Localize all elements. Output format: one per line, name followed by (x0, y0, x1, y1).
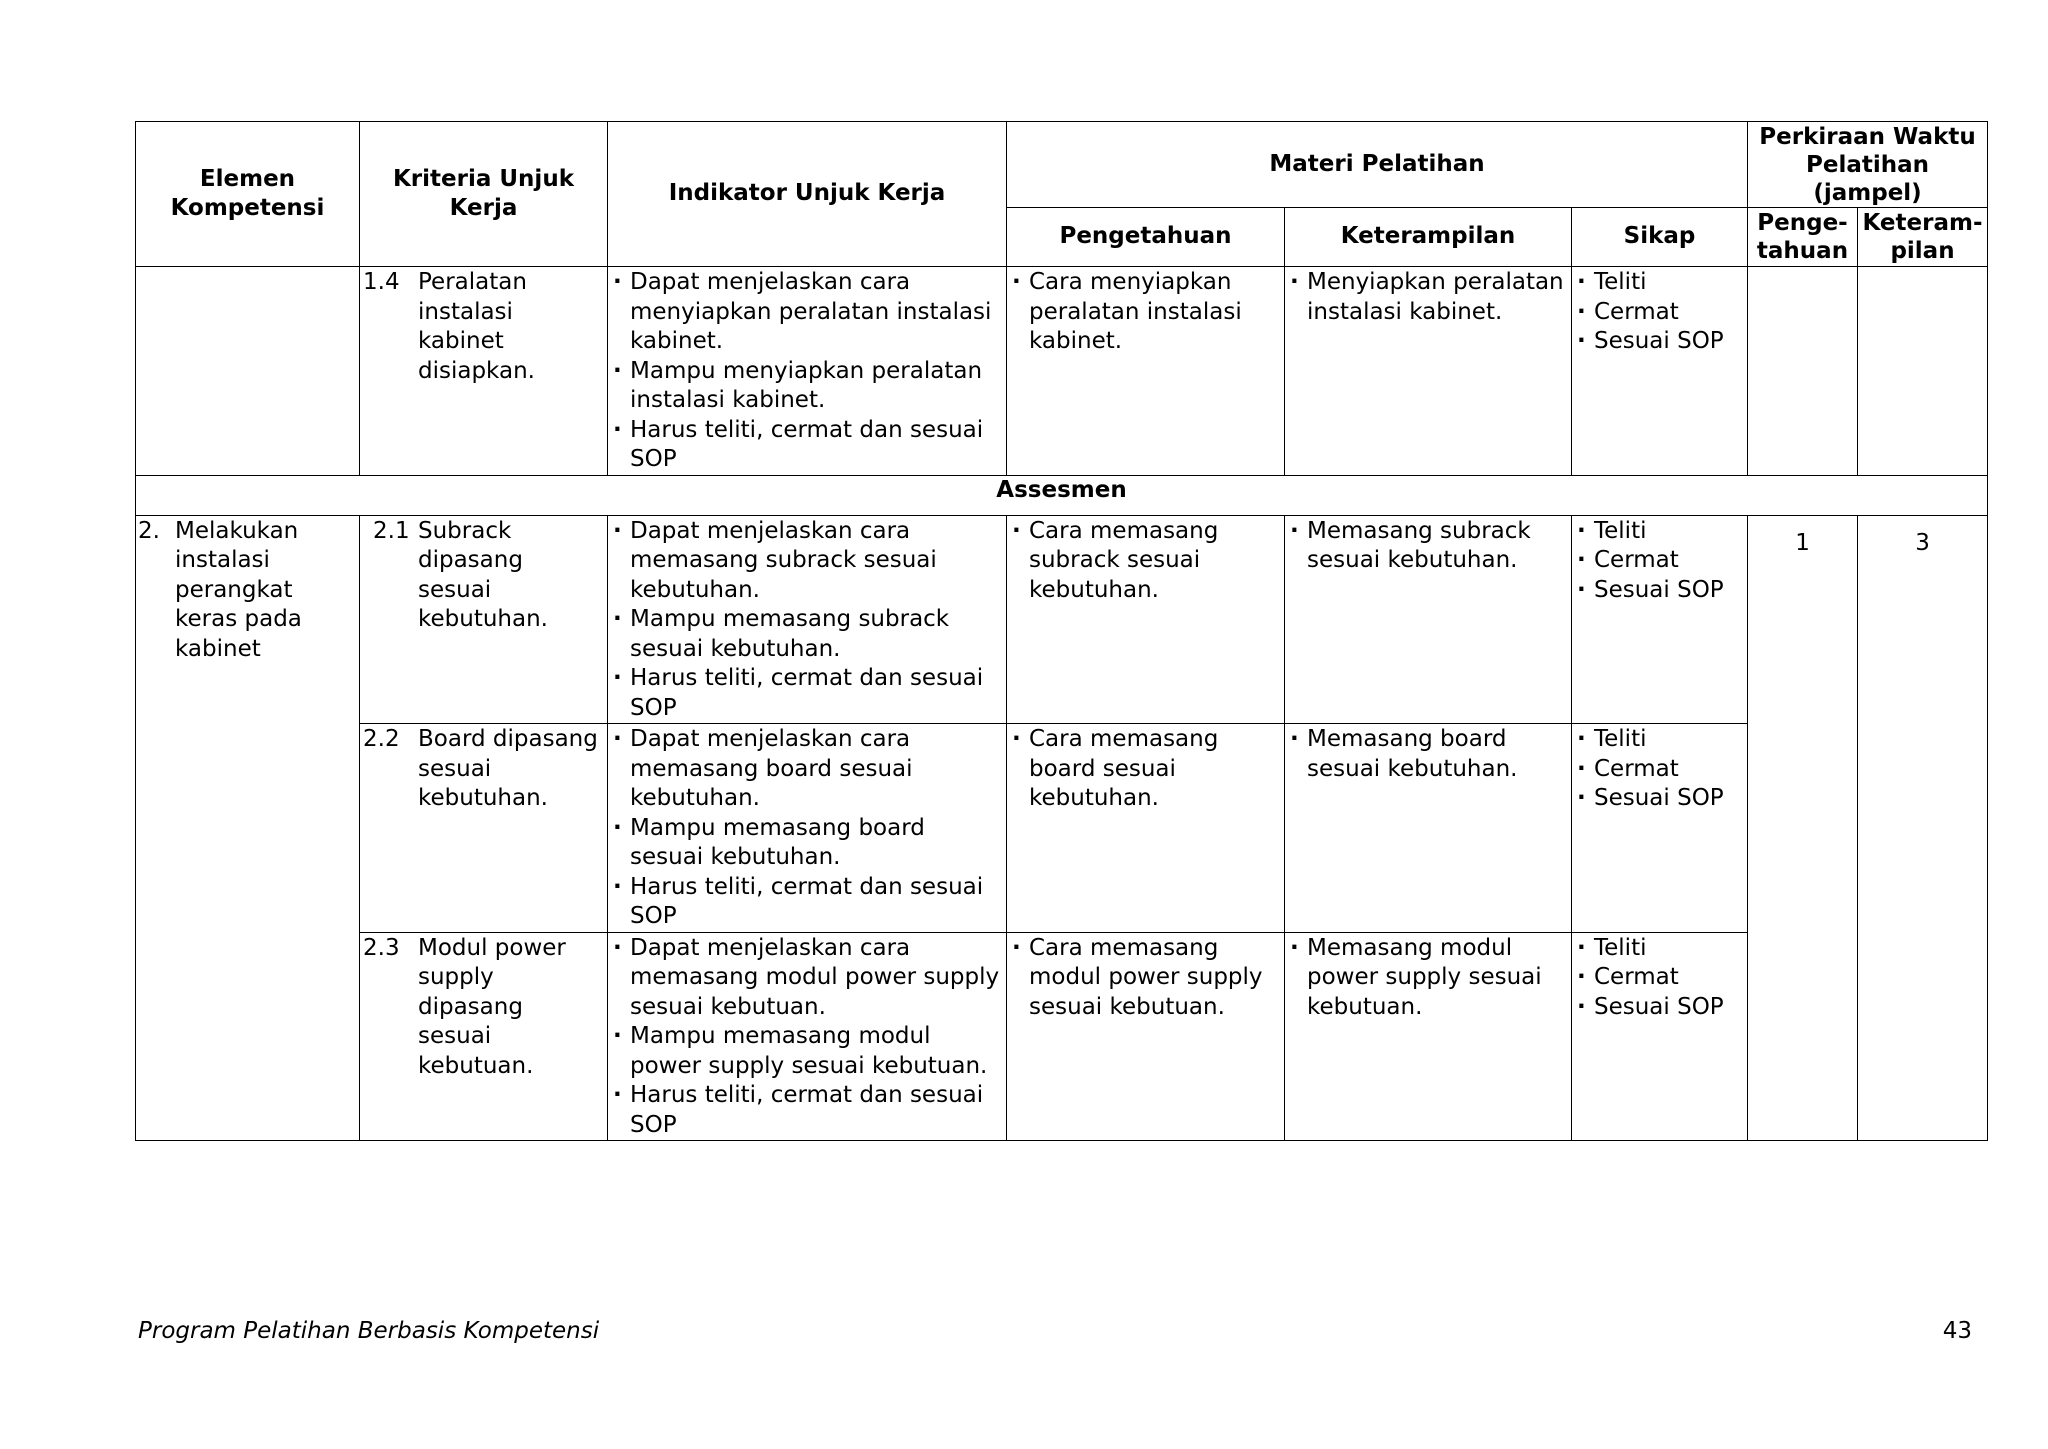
sikap-cell (1572, 267, 1748, 476)
kuk-text: Subrack dipasang sesuai kebutuhan. (418, 517, 548, 632)
list-item: · Memasang modul power supply sesuai kebutuan. (1290, 934, 1567, 1023)
pengetahuan-cell (1007, 267, 1285, 476)
list-item: · Dapat menjelaskan cara memasang subrack sesuai kebutuhan. (613, 517, 1002, 606)
jampel-keterampilan-value: 3 (1915, 529, 1930, 556)
pengetahuan-cell (1007, 515, 1285, 724)
list-item: · Dapat menjelaskan cara menyiapkan peralatan instalasi kabinet. (613, 268, 1002, 357)
jampel-keterampilan-cell (1858, 267, 1988, 476)
pengetahuan-cell (1007, 724, 1285, 933)
jampel-keterampilan-cell (1858, 515, 1988, 1141)
list-item: · Mampu memasang modul power supply sesuai kebutuan. (613, 1022, 1002, 1081)
kuk-cell (360, 724, 608, 933)
header-pengetahuan: Pengetahuan (1007, 208, 1285, 267)
keterampilan-cell (1285, 932, 1572, 1141)
list-item: · Mampu memasang board sesuai kebutuhan. (613, 814, 1002, 873)
list-item: · Teliti (1577, 517, 1743, 547)
jampel-pengetahuan-cell (1748, 267, 1858, 476)
competency-table (135, 121, 1988, 1141)
sikap-cell (1572, 932, 1748, 1141)
list-item: · Teliti (1577, 725, 1743, 755)
sikap-cell (1572, 515, 1748, 724)
list-item: · Memasang board sesuai kebutuhan. (1290, 725, 1567, 784)
page-number: 43 (1942, 1318, 1972, 1344)
list-item: · Cara memasang subrack sesuai kebutuhan. (1012, 517, 1280, 606)
pengetahuan-cell (1007, 932, 1285, 1141)
table-row (136, 267, 1988, 476)
kuk-number: 2.2 (363, 726, 400, 752)
indikator-cell (608, 724, 1007, 933)
list-item: · Sesuai SOP (1577, 576, 1743, 606)
indikator-cell (608, 932, 1007, 1141)
list-item: · Cara memasang board sesuai kebutuhan. (1012, 725, 1280, 814)
keterampilan-cell (1285, 515, 1572, 724)
list-item: · Cermat (1577, 755, 1743, 785)
header-waktu-pengetahuan: Penge-tahuan (1748, 208, 1858, 267)
keterampilan-cell (1285, 724, 1572, 933)
indikator-cell (608, 267, 1007, 476)
jampel-pengetahuan-cell (1748, 515, 1858, 1141)
header-waktu: Perkiraan Waktu Pelatihan (jampel) (1748, 122, 1988, 208)
list-item: · Cermat (1577, 546, 1743, 576)
list-item: · Dapat menjelaskan cara memasang board sesuai kebutuhan. (613, 725, 1002, 814)
header-kuk: Kriteria Unjuk Kerja (360, 122, 608, 267)
list-item: · Cara menyiapkan peralatan instalasi kabinet. (1012, 268, 1280, 357)
kuk-cell (360, 267, 608, 476)
kuk-text: Modul power supply dipasang sesuai kebutuan. (418, 934, 566, 1079)
kuk-number: 2.3 (363, 934, 400, 961)
table-row (136, 932, 1988, 1141)
table-row (136, 724, 1988, 933)
list-item: · Harus teliti, cermat dan sesuai SOP (613, 664, 1002, 723)
header-waktu-keterampilan: Keteram-pilan (1858, 208, 1988, 267)
elemen-cell (136, 515, 360, 1141)
list-item: · Cara memasang modul power supply sesuai kebutuan. (1012, 934, 1280, 1023)
kuk-text: Board dipasang sesuai kebutuhan. (418, 726, 598, 811)
list-item: · Sesuai SOP (1577, 784, 1743, 814)
sikap-cell (1572, 724, 1748, 933)
list-item: · Sesuai SOP (1577, 327, 1743, 357)
list-item: · Harus teliti, cermat dan sesuai SOP (613, 416, 1002, 475)
header-keterampilan: Keterampilan (1285, 208, 1572, 267)
list-item: · Cermat (1577, 298, 1743, 328)
table-row (136, 515, 1988, 724)
kuk-number: 1.4 (363, 269, 400, 295)
list-item: · Dapat menjelaskan cara memasang modul power supply sesuai kebutuan. (613, 934, 1002, 1023)
list-item: · Mampu memasang subrack sesuai kebutuhan. (613, 605, 1002, 664)
elemen-number: 2. (138, 517, 160, 544)
list-item: · Harus teliti, cermat dan sesuai SOP (613, 1081, 1002, 1140)
elemen-cell-empty (136, 267, 360, 476)
header-materi: Materi Pelatihan (1007, 122, 1748, 208)
list-item: · Teliti (1577, 268, 1743, 298)
footer-title: Program Pelatihan Berbasis Kompetensi (138, 1318, 600, 1344)
kuk-cell (360, 515, 608, 724)
assesmen-row (136, 475, 1988, 515)
list-item: · Cermat (1577, 963, 1743, 993)
jampel-pengetahuan-value: 1 (1795, 529, 1810, 556)
list-item: · Sesuai SOP (1577, 993, 1743, 1023)
header-indikator: Indikator Unjuk Kerja (608, 122, 1007, 267)
list-item: · Menyiapkan peralatan instalasi kabinet. (1290, 268, 1567, 327)
kuk-number: 2.1 (373, 517, 410, 544)
kuk-cell (360, 932, 608, 1141)
list-item: · Harus teliti, cermat dan sesuai SOP (613, 873, 1002, 932)
indikator-cell (608, 515, 1007, 724)
keterampilan-cell (1285, 267, 1572, 476)
header-elemen: Elemen Kompetensi (136, 122, 360, 267)
list-item: · Mampu menyiapkan peralatan instalasi kabinet. (613, 357, 1002, 416)
elemen-text: Melakukan instalasi perangkat keras pada kabinet (175, 517, 302, 662)
list-item: · Teliti (1577, 934, 1743, 964)
kuk-text: Peralatan instalasi kabinet disiapkan. (418, 269, 535, 384)
header-sikap: Sikap (1572, 208, 1748, 267)
list-item: · Memasang subrack sesuai kebutuhan. (1290, 517, 1567, 576)
assesmen-label: Assesmen (136, 475, 1988, 515)
